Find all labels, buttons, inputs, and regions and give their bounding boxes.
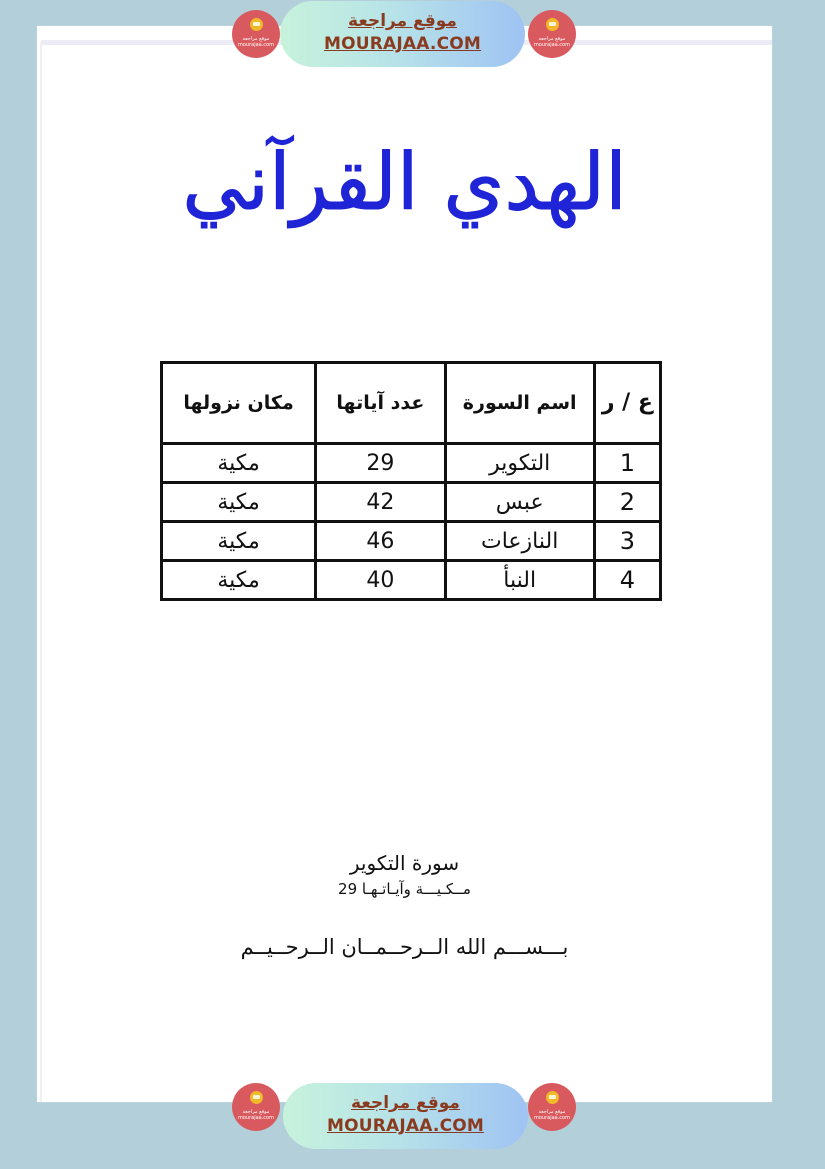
site-link[interactable] (283, 1083, 528, 1149)
site-name-english[interactable]: MOURAJAA.COM (326, 1116, 485, 1136)
header-revelation-place: مكان نزولها (162, 363, 316, 444)
book-icon (250, 18, 263, 31)
header-verse-count: عدد آياتها (316, 363, 446, 444)
site-name-arabic[interactable]: موقع مراجعة (348, 11, 457, 31)
watermark-banner-top (0, 0, 825, 75)
cell-revelation-place: مكية (162, 561, 316, 600)
cell-number: 1 (594, 444, 660, 483)
book-icon (250, 1091, 263, 1104)
cell-surah-name: النازعات (445, 522, 594, 561)
site-logo-badge[interactable] (528, 10, 576, 58)
cell-verse-count: 40 (316, 561, 446, 600)
site-logo-badge[interactable] (528, 1083, 576, 1131)
header-number: ع / ر (594, 363, 660, 444)
header-surah-name: اسم السورة (445, 363, 594, 444)
cell-surah-name: النبأ (445, 561, 594, 600)
cell-verse-count: 46 (316, 522, 446, 561)
badge-caption: موقع مراجعة mourajaa.com (533, 1109, 570, 1121)
cell-revelation-place: مكية (162, 444, 316, 483)
cell-surah-name: عبس (445, 483, 594, 522)
book-icon (546, 18, 559, 31)
cell-verse-count: 29 (316, 444, 446, 483)
cell-number: 3 (594, 522, 660, 561)
surah-heading: سورة التكوير (349, 851, 460, 875)
cell-verse-count: 42 (316, 483, 446, 522)
document-title: الهدي القرآني (182, 138, 627, 228)
site-name-arabic[interactable]: موقع مراجعة (351, 1093, 460, 1113)
watermark-banner-bottom (0, 1080, 825, 1155)
table-row (162, 561, 661, 600)
surah-table (160, 361, 662, 601)
cell-revelation-place: مكية (162, 483, 316, 522)
cell-surah-name: التكوير (445, 444, 594, 483)
site-logo-badge[interactable] (232, 10, 280, 58)
table-row (162, 444, 661, 483)
basmala: بـــســـم الله الــرحــمــان الــرحــيــم (240, 935, 569, 959)
table-row (162, 522, 661, 561)
badge-caption: موقع مراجعة mourajaa.com (533, 36, 570, 48)
cell-number: 4 (594, 561, 660, 600)
site-logo-badge[interactable] (232, 1083, 280, 1131)
table-header-row (162, 363, 661, 444)
cell-number: 2 (594, 483, 660, 522)
badge-caption: موقع مراجعة mourajaa.com (237, 36, 274, 48)
site-link[interactable] (280, 1, 525, 67)
site-name-english[interactable]: MOURAJAA.COM (323, 34, 482, 54)
book-icon (546, 1091, 559, 1104)
table-row (162, 483, 661, 522)
cell-revelation-place: مكية (162, 522, 316, 561)
badge-caption: موقع مراجعة mourajaa.com (237, 1109, 274, 1121)
surah-meta: مــكـيـــة وآيـاتـهـا 29 (338, 880, 471, 898)
